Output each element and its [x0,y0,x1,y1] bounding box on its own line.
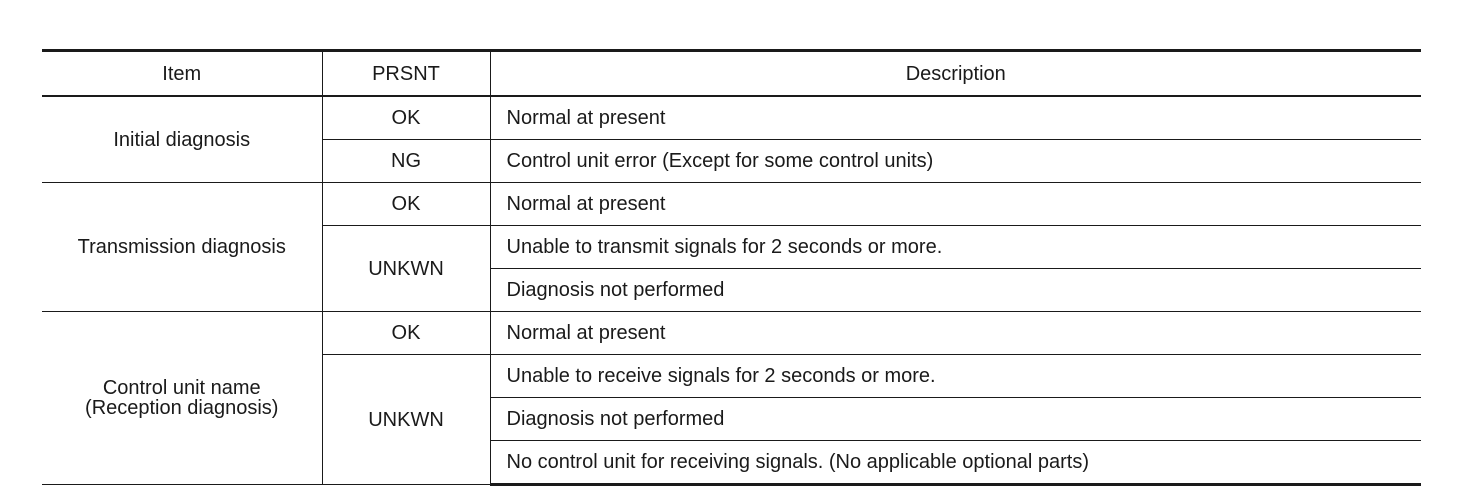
prsnt-cell: OK [322,183,490,226]
description-cell: Normal at present [490,183,1421,226]
item-cell-transmission-diagnosis [42,183,322,312]
item-cell-initial-diagnosis [42,96,322,183]
item-label-sub: (Reception diagnosis) [85,397,279,419]
description-cell: No control unit for receiving signals. (No applicable optional parts) [490,441,1421,485]
description-cell: Unable to receive signals for 2 seconds or more. [490,355,1421,398]
table-row [42,312,1421,355]
description-cell: Diagnosis not performed [490,398,1421,441]
description-cell: Diagnosis not performed [490,269,1421,312]
header-prsnt: PRSNT [322,51,490,97]
prsnt-cell: OK [322,96,490,140]
description-cell: Normal at present [490,312,1421,355]
table-row [42,96,1421,140]
diagnosis-status-table [42,49,1421,486]
table-header [42,51,1421,97]
prsnt-cell: UNKWN [322,226,490,312]
prsnt-cell: OK [322,312,490,355]
prsnt-cell: UNKWN [322,355,490,485]
item-label: Transmission diagnosis [77,236,286,258]
header-row [42,51,1421,97]
header-item: Item [42,51,322,97]
item-label: Initial diagnosis [113,128,251,151]
prsnt-cell: NG [322,140,490,183]
item-cell-reception-diagnosis [42,312,322,485]
description-cell: Control unit error (Except for some control units) [490,140,1421,183]
table-row [42,183,1421,226]
table-body [42,96,1421,485]
description-cell: Normal at present [490,96,1421,140]
header-description: Description [490,51,1421,97]
item-label: Control unit name [102,377,261,399]
diagnosis-status-table-container [42,49,1421,486]
description-cell: Unable to transmit signals for 2 seconds or more. [490,226,1421,269]
